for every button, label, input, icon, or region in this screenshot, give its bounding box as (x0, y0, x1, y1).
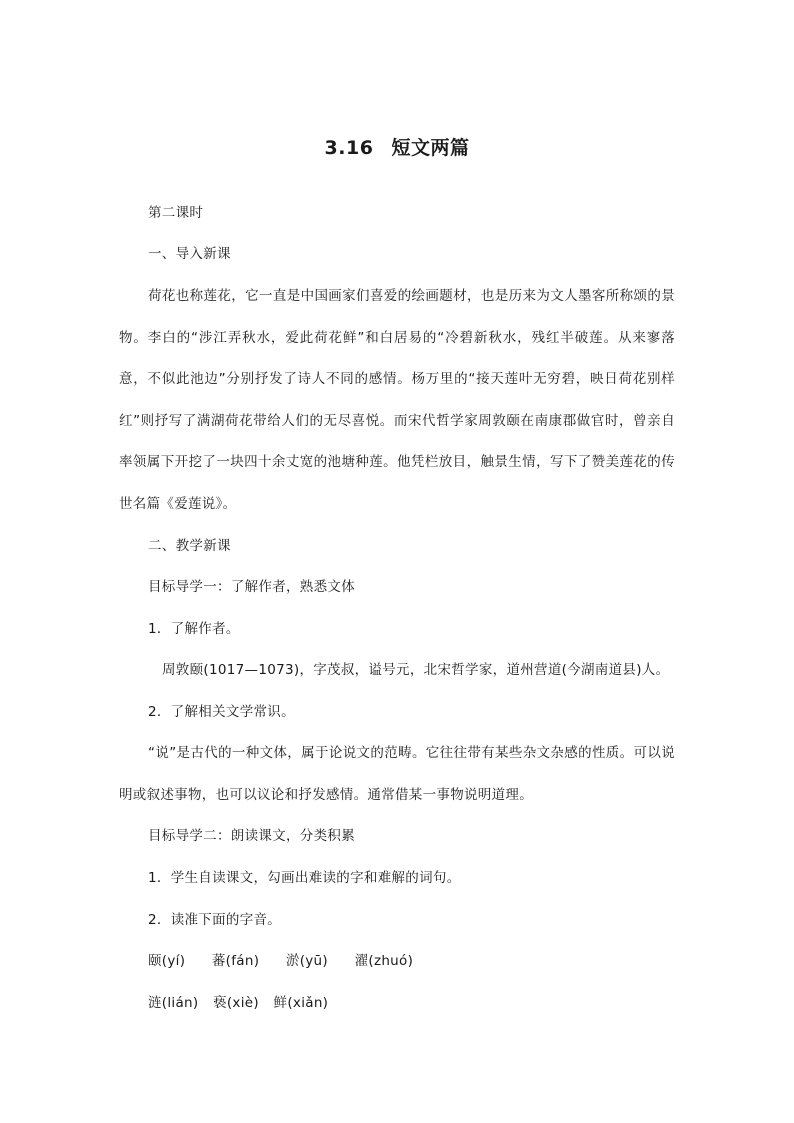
goal1-item2: 2．了解相关文学常识。 (148, 704, 295, 720)
goal2-item1: 1．学生自读课文，勾画出难读的字和难解的词句。 (148, 870, 461, 886)
goal1-item1: 1．了解作者。 (148, 621, 240, 637)
intro-paragraph: 荷花也称莲花，它一直是中国画家们喜爱的绘画题材，也是历来为文人墨客所称颂的景物。李白的“涉江弄秋水，爱此荷花鲜”和白居易的“冷碧新秋水，残红半破莲。从来寥落意，不似此池边”分别抒发了诗人不同的感情。杨万里的“接天莲叶无穷碧，映日荷花别样红”则抒写了满湖荷花带给人们的无尽喜悦。而宋代哲学家周敦颐在南康郡做官时，曾亲自率领属下开挖了一块四十余丈宽的池塘种莲。他凭栏放目，触景生情，写下了赞美莲花的传世名篇《爱莲说》。 (119, 288, 675, 512)
section1-heading: 一、导入新课 (148, 246, 231, 262)
section2-heading: 二、教学新课 (148, 538, 231, 554)
page-title (0, 133, 794, 160)
pinyin-row-1 (148, 951, 435, 971)
pinyin-word: 蕃(fán) (211, 953, 260, 969)
pinyin-word: 濯(zhuó) (354, 953, 414, 969)
title-text: 短文两篇 (391, 137, 470, 159)
goal2-item2: 2．读准下面的字音。 (148, 912, 282, 928)
goal2-heading: 目标导学二：朗读课文，分类积累 (148, 828, 355, 844)
pinyin-word: 涟(lián) (148, 995, 199, 1011)
pinyin-row-2 (148, 993, 338, 1013)
pinyin-word: 鲜(xiǎn) (273, 995, 329, 1011)
lesson-label: 第二课时 (148, 205, 204, 221)
pinyin-word: 颐(yí) (148, 953, 186, 969)
goal1-heading: 目标导学一：了解作者，熟悉文体 (148, 579, 355, 595)
title-number: 3.16 (324, 137, 374, 159)
pinyin-word: 亵(xiè) (213, 995, 259, 1011)
pinyin-word: 淤(yū) (285, 953, 328, 969)
genre-paragraph: “说”是古代的一种文体，属于论说文的范畴。它往往带有某些杂文杂感的性质。可以说明或叙述事物，也可以议论和抒发感情。通常借某一事物说明道理。 (119, 745, 675, 803)
author-info: 周敦颐(1017—1073)，字茂叔，谥号元，北宋哲学家，道州营道(今湖南道县)人。 (162, 662, 670, 678)
